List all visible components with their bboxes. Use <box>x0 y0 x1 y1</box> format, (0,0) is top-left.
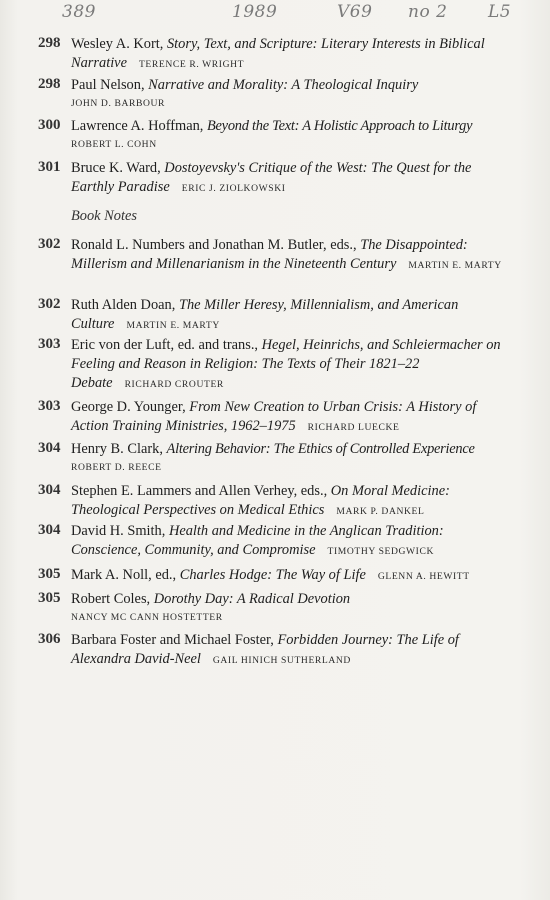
handwritten-note-2: 1989 <box>232 2 278 22</box>
book-title: On Moral Medicine: Theological Perspectives on Medical Ethics <box>71 483 450 518</box>
list-item <box>38 522 508 561</box>
list-item <box>38 566 508 586</box>
page-number: 304 <box>38 440 61 456</box>
author: Mark A. Noll, ed., <box>71 567 180 583</box>
page-number: 303 <box>38 398 61 414</box>
book-title: Dorothy Day: A Radical Devotion <box>153 591 351 607</box>
page-number: 305 <box>38 590 61 606</box>
page-number: 301 <box>38 159 61 175</box>
author: Henry B. Clark, <box>71 441 167 457</box>
list-item <box>38 236 508 275</box>
handwritten-note-4: no 2 <box>408 2 448 22</box>
author: Wesley A. Kort, <box>71 36 167 52</box>
author: Stephen E. Lammers and Allen Verhey, eds., <box>71 483 331 499</box>
reviewer: NANCY MC CANN HOSTETTER <box>71 612 223 623</box>
reviewer: RICHARD LUECKE <box>307 422 400 433</box>
page-number: 303 <box>38 336 61 352</box>
author: Paul Nelson, <box>71 77 149 93</box>
book-title: From New Creation to Urban Crisis: A History of Action Training Ministries, 1962–1975 <box>71 399 477 434</box>
section-heading: Book Notes <box>71 208 137 224</box>
reviewer: MARK P. DANKEL <box>336 506 425 517</box>
list-item <box>38 336 508 394</box>
reviewer: TIMOTHY SEDGWICK <box>327 546 435 557</box>
list-item <box>38 440 508 476</box>
author: David H. Smith, <box>71 523 169 539</box>
page-number: 306 <box>38 631 61 647</box>
list-item <box>38 482 508 521</box>
reviewer: ROBERT D. REECE <box>71 462 162 473</box>
book-title: Health and Medicine in the Anglican Tradition: Conscience, Community, and Compromise <box>71 523 444 558</box>
page-number: 298 <box>38 76 61 92</box>
reviewer: GLENN A. HEWITT <box>377 571 470 582</box>
list-item <box>38 159 508 198</box>
author: Bruce K. Ward, <box>71 160 165 176</box>
author: George D. Younger, <box>71 399 190 415</box>
list-item <box>38 398 508 437</box>
book-title: Narrative and Morality: A Theological Inquiry <box>148 77 419 93</box>
book-title: Altering Behavior: The Ethics of Controlled Experience <box>166 441 475 457</box>
list-item <box>38 76 508 112</box>
page-number: 302 <box>38 236 61 252</box>
list-item <box>38 35 508 74</box>
list-item <box>38 117 508 153</box>
handwritten-note-1: 389 <box>62 2 96 22</box>
reviewer: JOHN D. BARBOUR <box>71 98 166 109</box>
reviewer: TERENCE R. WRIGHT <box>138 59 245 70</box>
author: Eric von der Luft, ed. and trans., <box>71 337 262 353</box>
page-number: 304 <box>38 482 61 498</box>
reviewer: MARTIN E. MARTY <box>126 320 220 331</box>
book-title: Hegel, Heinrichs, and Schleiermacher on Feeling and Reason in Religion: The Texts of Their 1821–22 Debate <box>71 337 501 391</box>
handwritten-note-5: L5 <box>488 2 512 22</box>
book-title: Dostoyevsky's Critique of the West: The Quest for the Earthly Paradise <box>71 160 472 195</box>
list-item <box>38 631 508 670</box>
book-title: Charles Hodge: The Way of Life <box>179 567 366 583</box>
reviewer: GAIL HINICH SUTHERLAND <box>212 655 351 666</box>
book-title: The Miller Heresy, Millennialism, and American Culture <box>71 297 459 332</box>
handwritten-note-3: V69 <box>337 2 373 22</box>
page-number: 300 <box>38 117 61 133</box>
book-title: Forbidden Journey: The Life of Alexandra David-Neel <box>71 632 459 667</box>
list-item <box>38 590 508 626</box>
book-title: The Disappointed: Millerism and Millenarianism in the Nineteenth Century <box>71 237 468 272</box>
page-number: 298 <box>38 35 61 51</box>
author: Lawrence A. Hoffman, <box>71 118 207 134</box>
reviewer: RICHARD CROUTER <box>124 379 224 390</box>
page-number: 304 <box>38 522 61 538</box>
author: Ruth Alden Doan, <box>71 297 179 313</box>
page-number: 302 <box>38 296 61 312</box>
author: Ronald L. Numbers and Jonathan M. Butler, eds., <box>71 237 361 253</box>
book-title: Story, Text, and Scripture: Literary Interests in Biblical Narrative <box>71 36 485 71</box>
author: Barbara Foster and Michael Foster, <box>71 632 278 648</box>
author: Robert Coles, <box>71 591 154 607</box>
reviewer: ERIC J. ZIOLKOWSKI <box>181 183 286 194</box>
reviewer: MARTIN E. MARTY <box>408 260 502 271</box>
list-item <box>38 296 508 335</box>
reviewer: ROBERT L. COHN <box>71 139 157 150</box>
book-title: Beyond the Text: A Holistic Approach to Liturgy <box>207 118 473 134</box>
page-number: 305 <box>38 566 61 582</box>
